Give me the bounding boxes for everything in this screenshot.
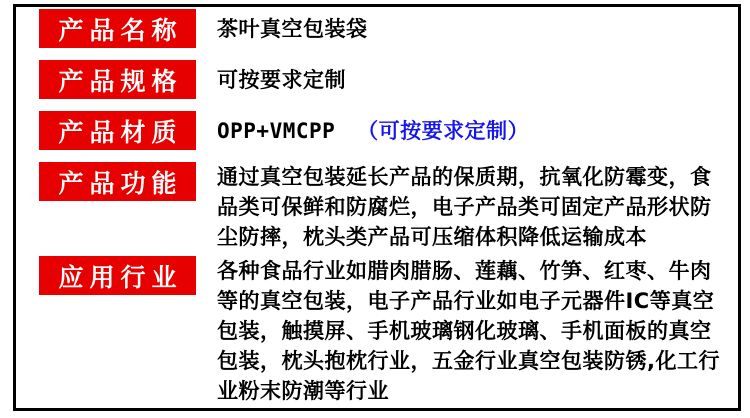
spec-row-product-name (16, 9, 738, 48)
product-material-label-badge: 产品材质 (39, 111, 196, 150)
product-spec-table (13, 4, 741, 411)
application-industry-label-badge: 应用行业 (39, 256, 196, 295)
product-function-value: 通过真空包装延长产品的保质期，抗氧化防霉变，食品类可保鲜和防腐烂，电子产品类可固定产品形状防尘防摔，枕头类产品可压缩体积降低运输成本 (217, 165, 712, 249)
product-spec-value: 可按要求定制 (217, 67, 346, 92)
application-industry-value: 各种食品行业如腊肉腊肠、莲藕、竹笋、红枣、牛肉等的真空包装，电子产品行业如电子元器件IC等真空包装，触摸屏、手机玻璃钢化玻璃、手机面板的真空包装，枕头抱枕行业，五金行业真空包装防锈,化工行业粉末防潮等行业 (217, 259, 720, 403)
spec-row-product-function (16, 162, 738, 252)
spec-row-product-material (16, 111, 738, 150)
product-function-label-badge: 产品功能 (39, 162, 196, 201)
product-name-label-badge: 产品名称 (39, 9, 196, 48)
material-custom-note: （可按要求定制） (357, 118, 530, 143)
product-material-value (217, 116, 529, 146)
product-name-value: 茶叶真空包装袋 (217, 16, 368, 41)
product-spec-label-badge: 产品规格 (39, 60, 196, 99)
spec-row-product-spec (16, 60, 738, 99)
material-code-text: OPP+VMCPP (217, 118, 336, 143)
spec-row-application-industry (16, 256, 738, 406)
